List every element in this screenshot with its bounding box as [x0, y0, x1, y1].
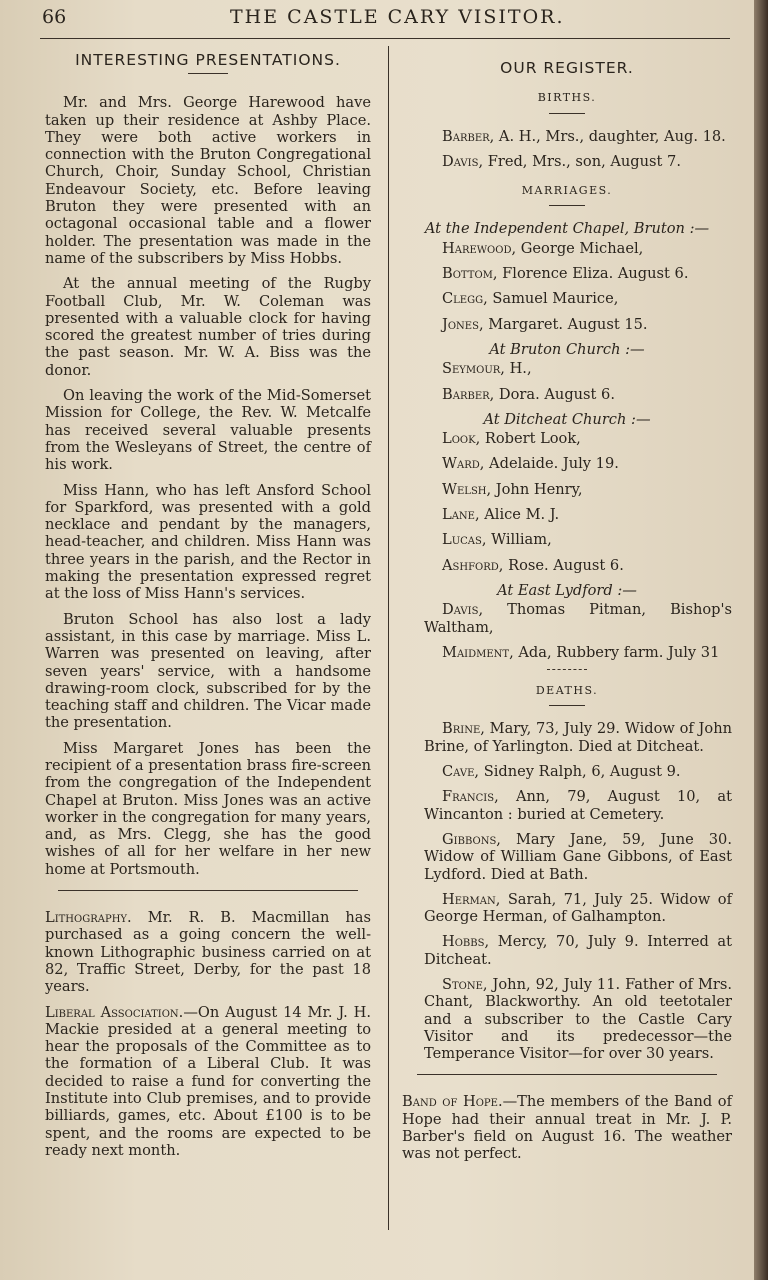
entry-text: , A. H., Mrs., daughter, Aug. 18. — [489, 127, 726, 145]
entry-name: Lane — [442, 506, 475, 524]
death-entry — [402, 891, 732, 926]
notice-band-of-hope — [402, 1093, 732, 1162]
paragraph: Miss Margaret Jones has been the recipient of a presentation brass fire-screen from the congregation of the Independent Chapel at Bruton. Miss Jones was an active worker in the congregation for many years, and, as Mrs. Clegg, she has the good wishes of all for her welfare in her new home at Portsmouth. — [45, 739, 371, 878]
notice-lithography — [45, 909, 371, 995]
heading-rule — [549, 205, 585, 206]
death-entry — [402, 788, 732, 823]
section-rule — [58, 890, 358, 891]
entry-name: Jones — [442, 315, 479, 333]
section-rule — [417, 1074, 717, 1075]
deaths-heading: DEATHS. — [535, 684, 599, 698]
entry-name: Brine — [442, 720, 481, 738]
venue-heading: At Ditcheat Church :— — [483, 410, 651, 428]
page-number: 66 — [42, 6, 67, 28]
marriage-entry — [402, 360, 732, 377]
entry-text: , H., — [500, 360, 532, 378]
entry-name: Stone — [442, 975, 483, 993]
notice-text: —The members of the Band of Hope had their annual treat in Mr. J. P. Barber's field on August 16. The weather was not perfect. — [402, 1093, 732, 1163]
entry-text: , George Michael, — [511, 239, 644, 257]
notice-liberal-association — [45, 1004, 371, 1160]
entry-text: , Mercy, 70, July 9. Interred at Ditcheat. — [424, 933, 732, 968]
paragraph: Miss Hann, who has left Ansford School for Sparkford, was presented with a gold necklace and pendant by the managers, head-teacher, and children. Miss Hann was three years in the parish, and the Rector in making the presentation expressed regret at the loss of Miss Hann's services. — [45, 481, 371, 603]
entry-text: , Sarah, 71, July 25. Widow of George Herman, of Galhampton. — [424, 890, 732, 926]
entry-name: Maidment — [442, 643, 510, 661]
notices — [45, 909, 371, 1159]
entry-name: Ward — [442, 455, 480, 473]
notice-lead: Liberal Association. — [45, 1003, 184, 1021]
venue-heading: At East Lydford :— — [497, 581, 637, 599]
entry-text: , Dora. August 6. — [489, 385, 615, 403]
register-title: OUR REGISTER. — [500, 59, 634, 77]
entry-name: Barber — [442, 127, 490, 145]
notice-text: —On August 14 Mr. J. H. Mackie presided at a general meeting to hear the proposals of the Committee as to the formation of a Liberal Club. It was decided to raise a fund for converting the Institute into Club premises, and to provide billiards, games, etc. About £100 is to be spent, and the rooms are expected to be ready next month. — [45, 1003, 371, 1159]
entry-text: , Sidney Ralph, 6, August 9. — [474, 763, 681, 781]
entry-text: , Samuel Maurice, — [483, 290, 619, 308]
death-entry — [402, 763, 732, 780]
entry-text: , Rose. August 6. — [498, 556, 624, 574]
paragraph: At the annual meeting of the Rugby Football Club, Mr. W. Coleman was presented with a valuable clock for having scored the greatest number of tries during the past season. Mr. W. A. Biss was the donor. — [45, 275, 371, 379]
entry-text: , Alice M. J. — [474, 506, 560, 524]
marriage-entry — [402, 481, 732, 498]
entry-name: Herman — [442, 890, 496, 908]
notices — [402, 1093, 732, 1162]
entry-name: Gibbons — [442, 830, 497, 848]
marriage-entry — [402, 316, 732, 333]
paragraph: Mr. and Mrs. George Harewood have taken up their residence at Ashby Place. They were both active workers in connection with the Bruton Congregational Church, Choir, Sunday School, Christian Endeavour Society, etc. Before leaving Bruton they were presented with an octagonal occasional table and a flower holder. The presentation was made in the name of the subscribers by Miss Hobbs. — [45, 94, 371, 267]
entry-text: , Margaret. August 15. — [478, 315, 648, 333]
marriage-entry — [402, 430, 732, 447]
entry-name: Look — [442, 430, 476, 448]
entry-name: Ashford — [442, 556, 499, 574]
entry-text: , Fred, Mrs., son, August 7. — [478, 152, 681, 170]
presentations-title: INTERESTING PRESENTATIONS. — [75, 51, 341, 69]
entry-text: , Florence Eliza. August 6. — [492, 265, 689, 283]
left-column — [45, 52, 371, 1167]
marriage-entry — [402, 644, 732, 661]
entry-name: Francis — [442, 788, 495, 806]
paragraph: Bruton School has also lost a lady assistant, in this case by marriage. Miss L. Warren was presented on leaving, after seven years' service, with a handsome drawing-room clock, subscribed for by the teaching staff and children. The Vicar made the presentation. — [45, 610, 371, 732]
entry-name: Cave — [442, 763, 475, 781]
entry-text: , John Henry, — [486, 480, 583, 498]
page-header — [40, 4, 730, 34]
entry-text: , Thomas Pitman, Bishop's Waltham, — [424, 601, 732, 636]
heading-rule — [549, 113, 585, 114]
dash-rule — [547, 669, 587, 670]
entry-text: , Ann, 79, August 10, at Wincanton : buried at Cemetery. — [424, 788, 732, 823]
right-column — [402, 60, 732, 1171]
entry-text: , Ada, Rubbery farm. July 31 — [509, 643, 720, 661]
marriage-entry — [402, 265, 732, 282]
header-rule — [40, 38, 730, 39]
entry-text: , Mary, 73, July 29. Widow of John Brine, of Yarlington. Died at Ditcheat. — [424, 720, 732, 755]
entry-name: Barber — [442, 385, 490, 403]
notice-lead: Lithography. — [45, 909, 132, 927]
entry-text: , Robert Look, — [475, 430, 581, 448]
entry-name: Hobbs — [442, 933, 485, 951]
entry-text: , William, — [481, 531, 552, 549]
death-entry — [402, 976, 732, 1062]
paragraph: On leaving the work of the Mid-Somerset Mission for College, the Rev. W. Metcalfe has received several valuable presents from the Wesleyans of Street, the centre of his work. — [45, 387, 371, 474]
entry-text: , John, 92, July 11. Father of Mrs. Chant, Blackworthy. An old teetotaler and a subscriber to the Castle Cary Visitor and its predecessor—the Temperance Visitor—for over 30 years. — [424, 975, 732, 1063]
notice-text: Mr. R. B. Macmillan has purchased as a going concern the well-known Lithographic business carried on at 82, Traffic Street, Derby, for the past 18 years. — [45, 909, 371, 996]
running-title: THE CASTLE CARY VISITOR. — [230, 6, 565, 28]
births-heading: BIRTHS. — [537, 91, 597, 105]
marriage-entry — [402, 557, 732, 574]
entry-name: Welsh — [442, 480, 487, 498]
birth-entry — [402, 128, 732, 145]
marriage-entry — [402, 531, 732, 548]
entry-name: Seymour — [442, 360, 501, 378]
entry-name: Harewood — [442, 239, 512, 257]
marriages-heading: MARRIAGES. — [521, 184, 613, 198]
page-edge — [754, 0, 768, 1280]
column-divider — [388, 46, 389, 1230]
marriage-entry — [402, 386, 732, 403]
entry-text: , Mary Jane, 59, June 30. Widow of William Gane Gibbons, of East Lydford. Died at Bath. — [424, 830, 732, 883]
title-rule — [188, 73, 228, 74]
heading-rule — [549, 705, 585, 706]
entry-name: Davis — [442, 601, 479, 619]
birth-entry — [402, 153, 732, 170]
death-entry — [402, 831, 732, 883]
death-entry — [402, 933, 732, 968]
marriage-entry — [402, 455, 732, 472]
entry-name: Clegg — [442, 290, 484, 308]
marriage-entry — [402, 290, 732, 307]
entry-text: , Adelaide. July 19. — [479, 455, 619, 473]
entry-name: Bottom — [442, 265, 493, 283]
venue-heading: At Bruton Church :— — [489, 340, 645, 358]
entry-name: Lucas — [442, 531, 482, 549]
entry-name: Davis — [442, 152, 479, 170]
marriage-entry — [402, 506, 732, 523]
death-entry — [402, 720, 732, 755]
marriage-entry — [402, 601, 732, 636]
venue-heading: At the Independent Chapel, Bruton :— — [424, 220, 710, 238]
marriage-entry — [402, 240, 732, 257]
notice-lead: Band of Hope. — [402, 1093, 503, 1111]
